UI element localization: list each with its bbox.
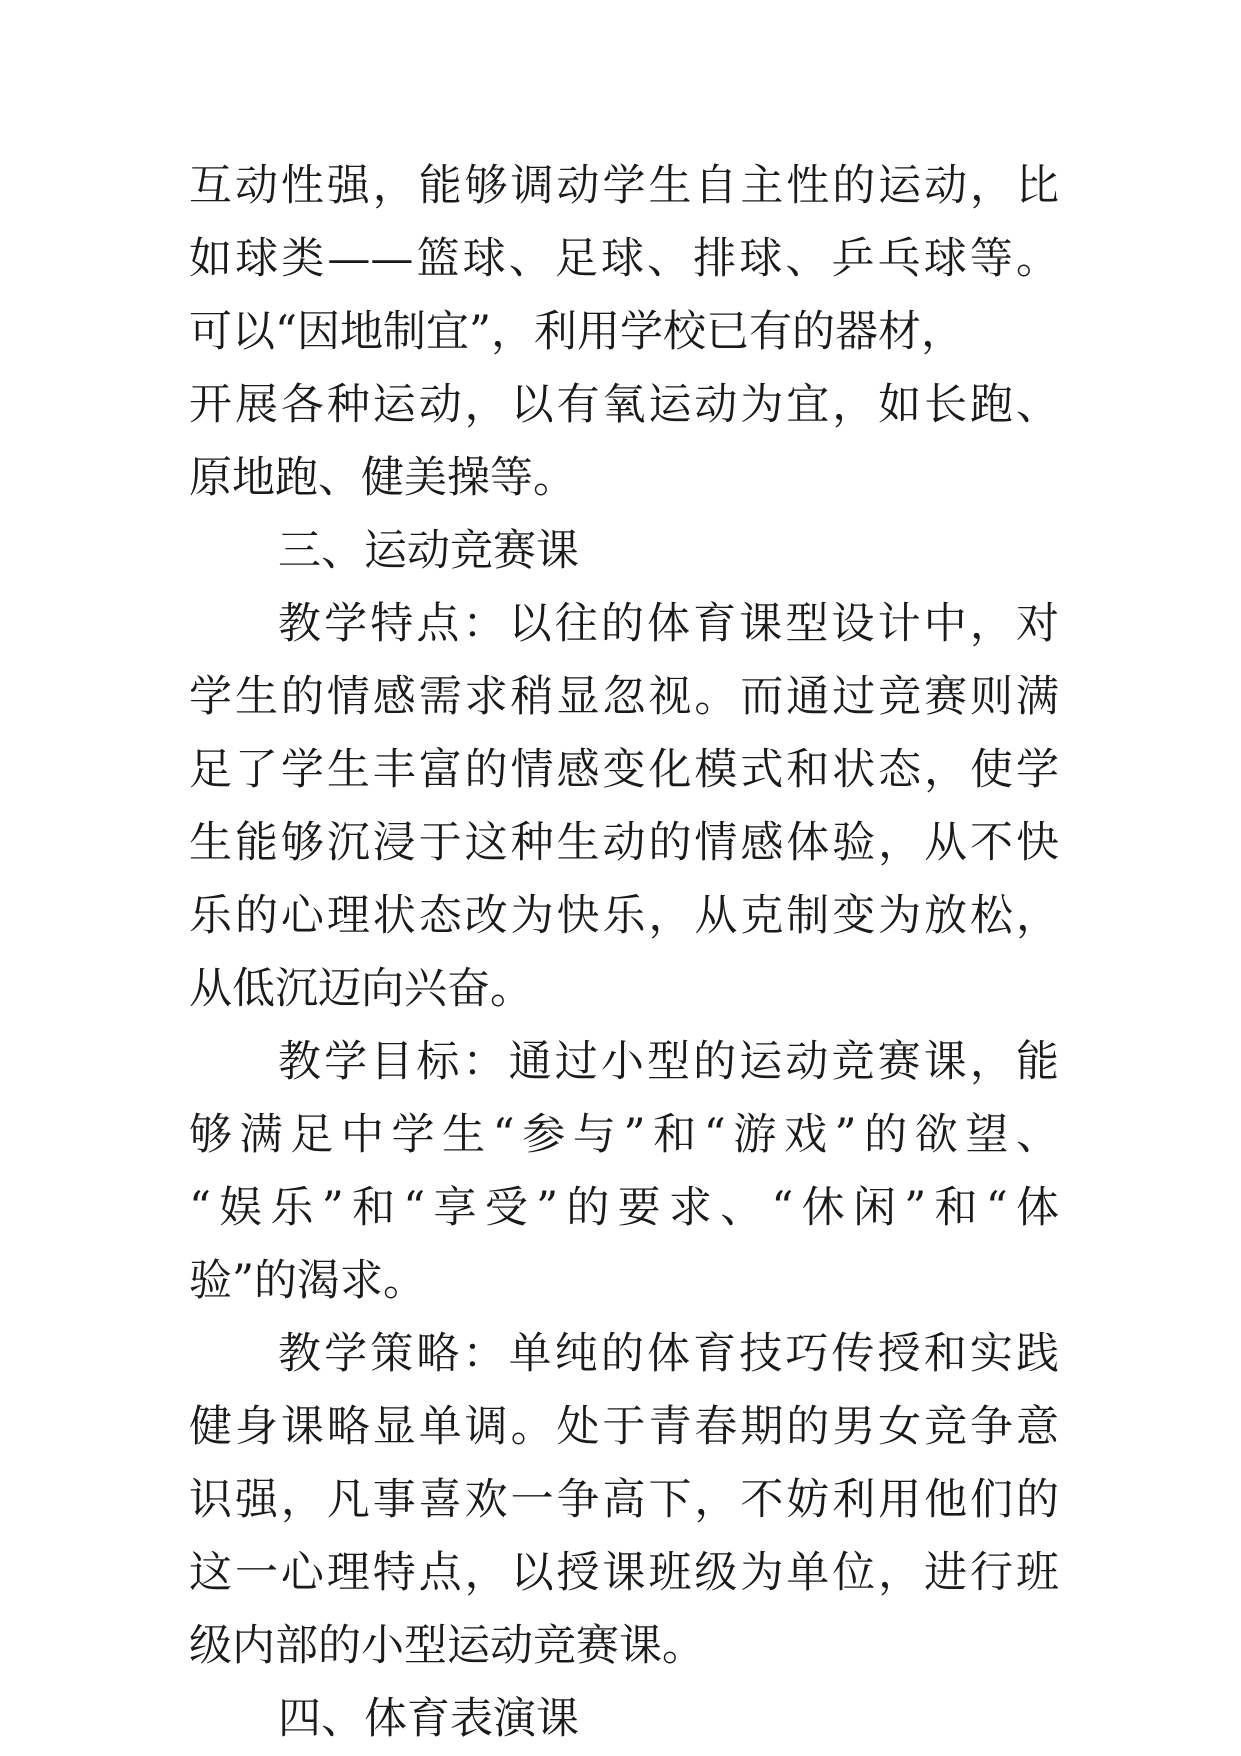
- paragraph-first-line: 教学目标：通过小型的运动竞赛课，能: [278, 1037, 1059, 1087]
- body-text-line: 开展各种运动，以有氧运动为宜，如长跑、: [189, 380, 1059, 430]
- body-text-line: 识强，凡事喜欢一争高下，不妨利用他们的: [189, 1475, 1059, 1525]
- body-text-line: 够满足中学生“参与”和“游戏”的欲望、: [189, 1110, 1059, 1160]
- body-text-line: 学生的情感需求稍显忽视。而通过竞赛则满: [189, 672, 1059, 722]
- body-text-line: 互动性强，能够调动学生自主性的运动，比: [189, 161, 1059, 211]
- body-text-line: 验”的渴求。: [189, 1256, 426, 1306]
- body-text-line: 可以“因地制宜”，利用学校已有的器材，: [189, 307, 964, 357]
- section-heading: 四、体育表演课: [278, 1694, 579, 1744]
- body-text-line: 足了学生丰富的情感变化模式和状态，使学: [189, 745, 1059, 795]
- paragraph-first-line: 教学特点：以往的体育课型设计中，对: [278, 599, 1059, 649]
- body-text-line: 这一心理特点，以授课班级为单位，进行班: [189, 1548, 1059, 1598]
- body-text-line: 乐的心理状态改为快乐，从克制变为放松，: [189, 891, 1059, 941]
- body-text-line: 原地跑、健美操等。: [189, 453, 576, 503]
- document-page: [189, 150, 1059, 1756]
- paragraph-first-line: 教学策略：单纯的体育技巧传授和实践: [278, 1329, 1059, 1379]
- body-text-line: 如球类——篮球、足球、排球、乒乓球等。: [189, 234, 1059, 284]
- body-text-line: 从低沉迈向兴奋。: [189, 964, 533, 1014]
- body-text-line: 生能够沉浸于这种生动的情感体验，从不快: [189, 818, 1059, 868]
- section-heading: 三、运动竞赛课: [278, 526, 579, 576]
- body-text-line: 级内部的小型运动竞赛课。: [189, 1621, 705, 1671]
- body-text-line: “娱乐”和“享受”的要求、“休闲”和“体: [189, 1183, 1059, 1233]
- body-text-line: 健身课略显单调。处于青春期的男女竞争意: [189, 1402, 1059, 1452]
